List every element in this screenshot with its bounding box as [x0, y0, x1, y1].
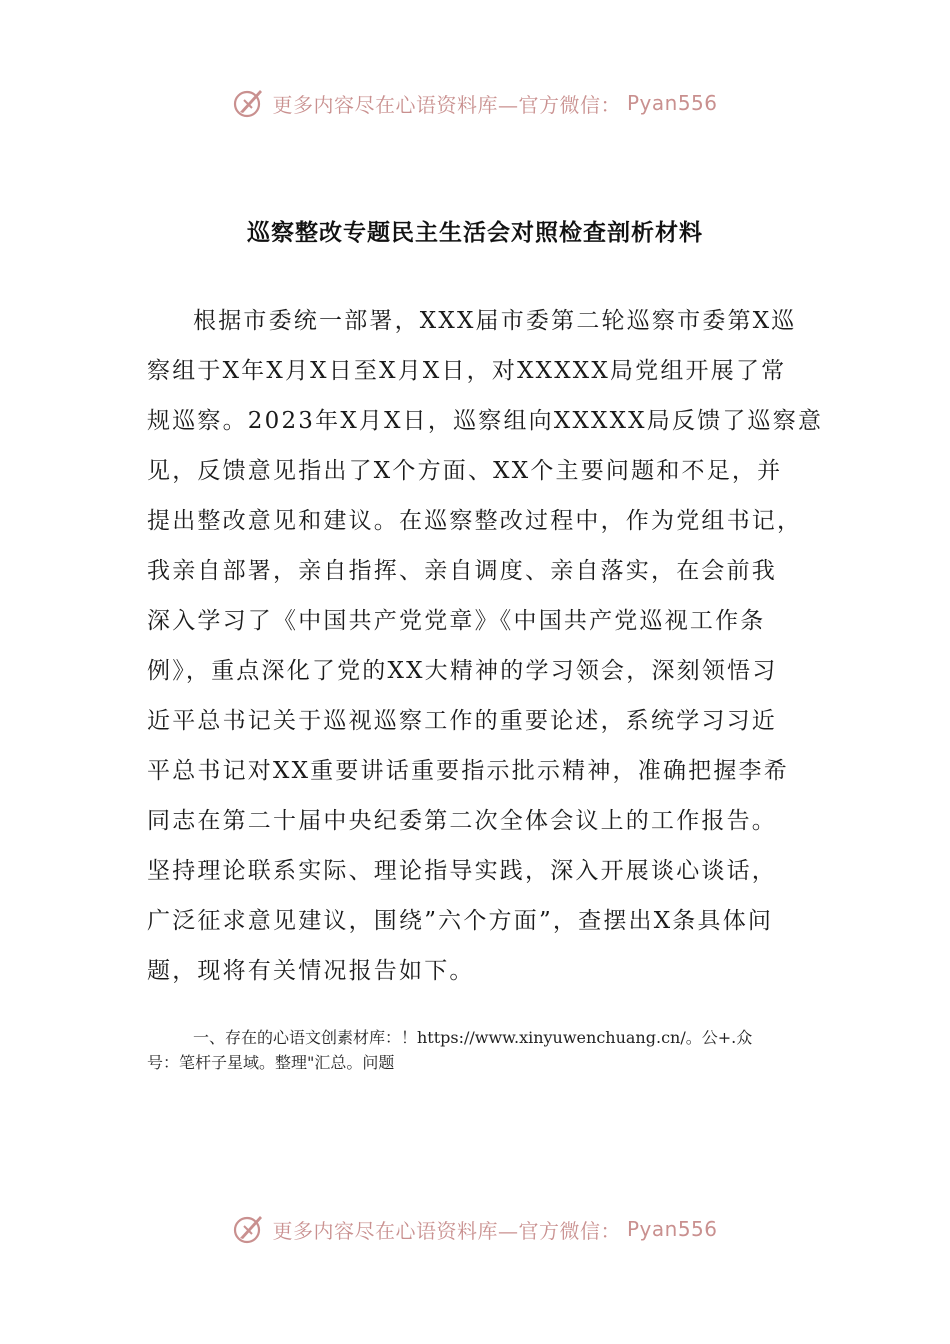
- paragraph-line: 规巡察。2023年X月X日，巡察组向XXXXX局反馈了巡察意: [147, 408, 824, 434]
- paragraph-line: 提出整改意见和建议。在巡察整改过程中，作为党组书记，: [147, 508, 803, 534]
- paragraph-line: 我亲自部署，亲自指挥、亲自调度、亲自落实，在会前我: [147, 558, 777, 584]
- note-line: 一、存在的心语文创素材库：！https://www.xinyuwenchuang.cn/。公+.众: [193, 1028, 753, 1047]
- paragraph-line: 近平总书记关于巡视巡察工作的重要论述，系统学习习近: [147, 708, 777, 734]
- paragraph-line: 坚持理论联系实际、理论指导实践，深入开展谈心谈话，: [147, 858, 777, 884]
- watermark-text: 更多内容尽在心语资料库—官方微信：: [272, 1218, 621, 1243]
- paragraph-line: 根据市委统一部署，XXX届市委第二轮巡察市委第X巡: [193, 308, 797, 334]
- paragraph-line: 深入学习了《中国共产党党章》《中国共产党巡视工作条: [147, 608, 766, 634]
- body-paragraph: [147, 296, 824, 996]
- paragraph-line: 见，反馈意见指出了X个方面、XX个主要问题和不足，并: [147, 458, 783, 484]
- section-note: [147, 1025, 807, 1075]
- header-watermark: [0, 86, 950, 120]
- paragraph-line: 平总书记对XX重要讲话重要指示批示精神，准确把握李希: [147, 758, 789, 784]
- quill-logo-icon: [232, 86, 266, 120]
- footer-watermark: [0, 1212, 950, 1246]
- paragraph-line: 例》，重点深化了党的XX大精神的学习领会，深刻领悟习: [147, 658, 778, 684]
- document-title: 巡察整改专题民主生活会对照检查剖析材料: [247, 219, 703, 246]
- paragraph-line: 广泛征求意见建议，围绕”六个方面”，查摆出X条具体问: [147, 908, 774, 934]
- note-line: 号：笔杆子星域。整理"汇总。问题: [147, 1053, 395, 1072]
- watermark-wechat-id: Pyan556: [626, 91, 718, 115]
- quill-logo-icon: [232, 1212, 266, 1246]
- paragraph-line: 题，现将有关情况报告如下。: [147, 958, 475, 984]
- paragraph-line: 同志在第二十届中央纪委第二次全体会议上的工作报告。: [147, 808, 777, 834]
- paragraph-line: 察组于X年X月X日至X月X日，对XXXXX局党组开展了常: [147, 358, 787, 384]
- watermark-wechat-id: Pyan556: [626, 1217, 718, 1241]
- watermark-text: 更多内容尽在心语资料库—官方微信：: [272, 92, 621, 117]
